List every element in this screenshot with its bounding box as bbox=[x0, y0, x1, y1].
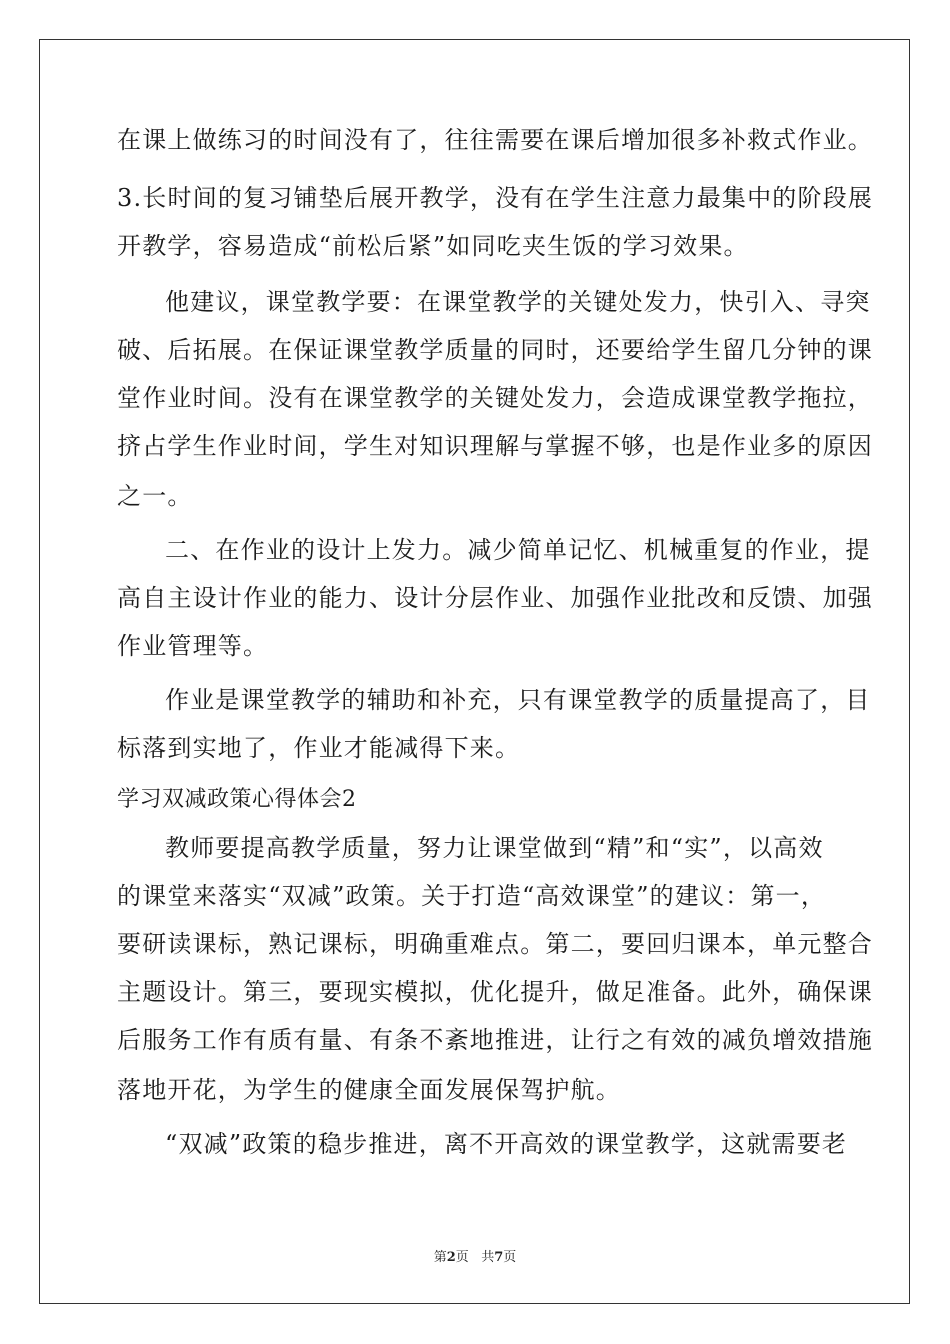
paragraph-start: 教师要提高教学质量，努力让课堂做到“精”和“实”，以高效 bbox=[165, 834, 824, 862]
total-suffix: 页 bbox=[503, 1250, 517, 1265]
paragraph-start: “双减”政策的稳步推进，离不开高效的课堂教学，这就需要老 bbox=[165, 1130, 848, 1158]
page-suffix: 页 bbox=[455, 1250, 469, 1265]
text-line: 标落到实地了，作业才能减得下来。 bbox=[117, 734, 521, 762]
text-line: 之一。 bbox=[117, 482, 193, 510]
total-prefix: 共 bbox=[481, 1250, 495, 1265]
text-line: 主题设计。第三，要现实模拟，优化提升，做足准备。此外，确保课 bbox=[117, 978, 873, 1006]
section-heading: 学习双减政策心得体会2 bbox=[117, 787, 357, 812]
text-line: 作业管理等。 bbox=[117, 632, 269, 660]
text-line: 的课堂来落实“双减”政策。关于打造“高效课堂”的建议：第一， bbox=[117, 882, 827, 910]
paragraph-start: 他建议，课堂教学要：在课堂教学的关键处发力，快引入、寻突 bbox=[165, 288, 871, 316]
page-border bbox=[39, 39, 910, 1304]
total-pages: 7 bbox=[494, 1250, 504, 1265]
text-line: 3.长时间的复习铺垫后展开教学，没有在学生注意力最集中的阶段展 bbox=[117, 184, 874, 212]
text-line: 挤占学生作业时间，学生对知识理解与掌握不够，也是作业多的原因 bbox=[117, 432, 873, 460]
text-line: 高自主设计作业的能力、设计分层作业、加强作业批改和反馈、加强 bbox=[117, 584, 873, 612]
text-line: 堂作业时间。没有在课堂教学的关键处发力，会造成课堂教学拖拉， bbox=[117, 384, 873, 412]
text-line: 在课上做练习的时间没有了，往往需要在课后增加很多补救式作业。 bbox=[117, 126, 873, 154]
text-line: 开教学，容易造成“前松后紧”如同吃夹生饭的学习效果。 bbox=[117, 232, 749, 260]
text-line: 后服务工作有质有量、有条不紊地推进，让行之有效的减负增效措施 bbox=[117, 1026, 873, 1054]
page-footer bbox=[0, 1246, 950, 1265]
text-line: 破、后拓展。在保证课堂教学质量的同时，还要给学生留几分钟的课 bbox=[117, 336, 873, 364]
paragraph-start: 作业是课堂教学的辅助和补充，只有课堂教学的质量提高了，目 bbox=[165, 686, 871, 714]
paragraph-start: 二、在作业的设计上发力。减少简单记忆、机械重复的作业，提 bbox=[165, 536, 871, 564]
page-number: 2 bbox=[446, 1250, 456, 1265]
text-line: 落地开花，为学生的健康全面发展保驾护航。 bbox=[117, 1076, 621, 1104]
text-line: 要研读课标，熟记课标，明确重难点。第二，要回归课本，单元整合 bbox=[117, 930, 873, 958]
page-prefix: 第 bbox=[433, 1250, 447, 1265]
